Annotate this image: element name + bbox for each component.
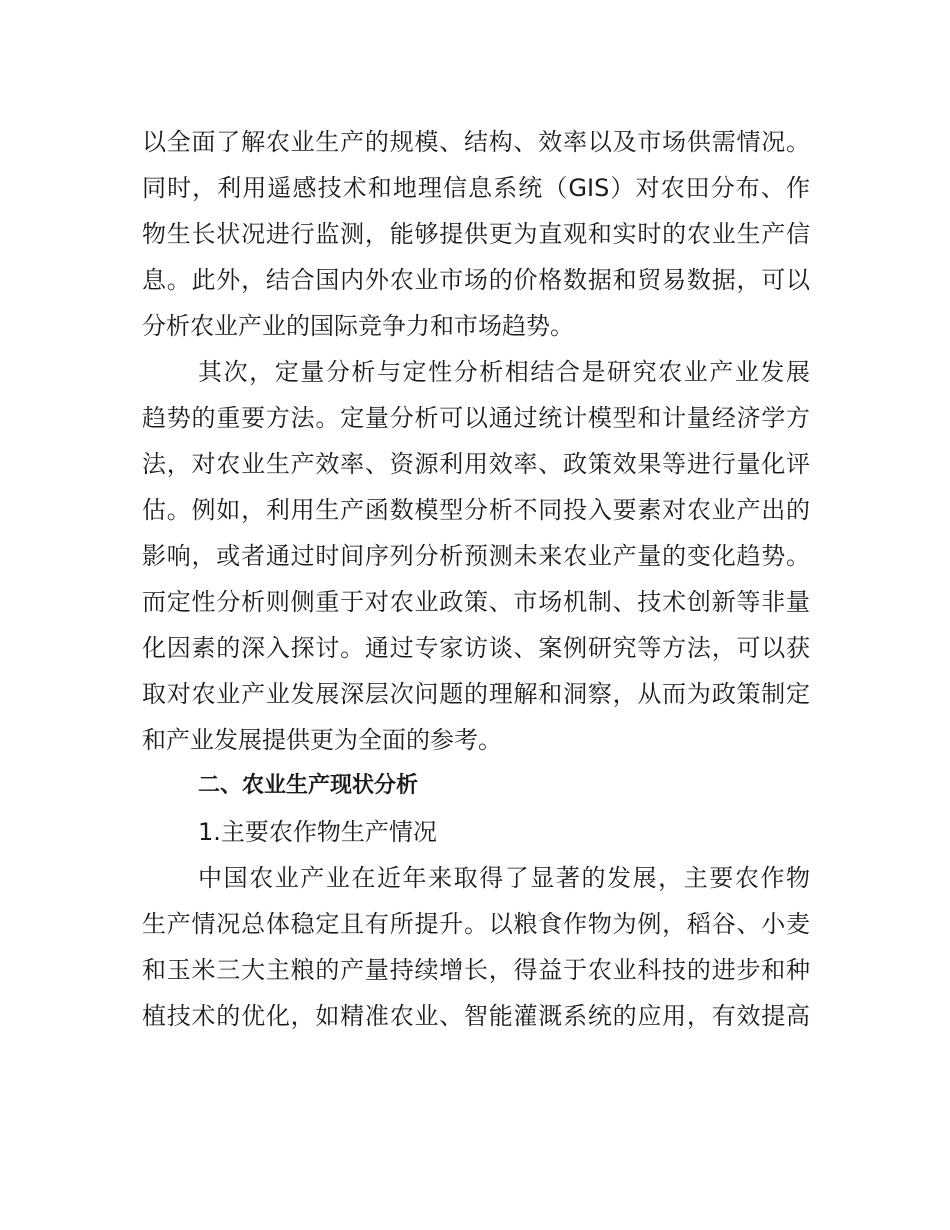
paragraph-line: 和玉米三大主粮的产量持续增长，得益于农业科技的进步和种	[142, 956, 810, 984]
paragraph-line: 估。例如，利用生产函数模型分析不同投入要素对农业产出的	[142, 496, 810, 524]
paragraph-line: 植技术的优化，如精准农业、智能灌溉系统的应用，有效提高	[142, 1002, 810, 1030]
paragraph-line: 化因素的深入探讨。通过专家访谈、案例研究等方法，可以获	[142, 634, 810, 662]
paragraph-line: 趋势的重要方法。定量分析可以通过统计模型和计量经济学方	[142, 404, 810, 432]
paragraph-line: 生产情况总体稳定且有所提升。以粮食作物为例，稻谷、小麦	[142, 910, 810, 938]
paragraph-line: 息。此外，结合国内外农业市场的价格数据和贸易数据，可以	[142, 266, 810, 294]
paragraph-line: 物生长状况进行监测，能够提供更为直观和实时的农业生产信	[142, 220, 810, 248]
paragraph-line: 分析农业产业的国际竞争力和市场趋势。	[142, 312, 574, 340]
paragraph-line: 和产业发展提供更为全面的参考。	[142, 726, 502, 754]
section-heading: 二、农业生产现状分析	[198, 773, 419, 798]
paragraph-line: 取对农业产业发展深层次问题的理解和洞察，从而为政策制定	[142, 680, 810, 708]
paragraph-line: 影响，或者通过时间序列分析预测未来农业产量的变化趋势。	[142, 542, 810, 570]
paragraph-line: 以全面了解农业生产的规模、结构、效率以及市场供需情况。	[142, 128, 810, 156]
paragraph-line: 而定性分析则侧重于对农业政策、市场机制、技术创新等非量	[142, 588, 810, 616]
paragraph-line: 同时，利用遥感技术和地理信息系统（GIS）对农田分布、作	[142, 174, 810, 202]
paragraph-line: 中国农业产业在近年来取得了显著的发展，主要农作物	[198, 864, 810, 892]
subsection-heading: 1.主要农作物生产情况	[198, 818, 437, 846]
paragraph-line: 其次，定量分析与定性分析相结合是研究农业产业发展	[198, 358, 810, 386]
paragraph-line: 法，对农业生产效率、资源利用效率、政策效果等进行量化评	[142, 450, 810, 478]
